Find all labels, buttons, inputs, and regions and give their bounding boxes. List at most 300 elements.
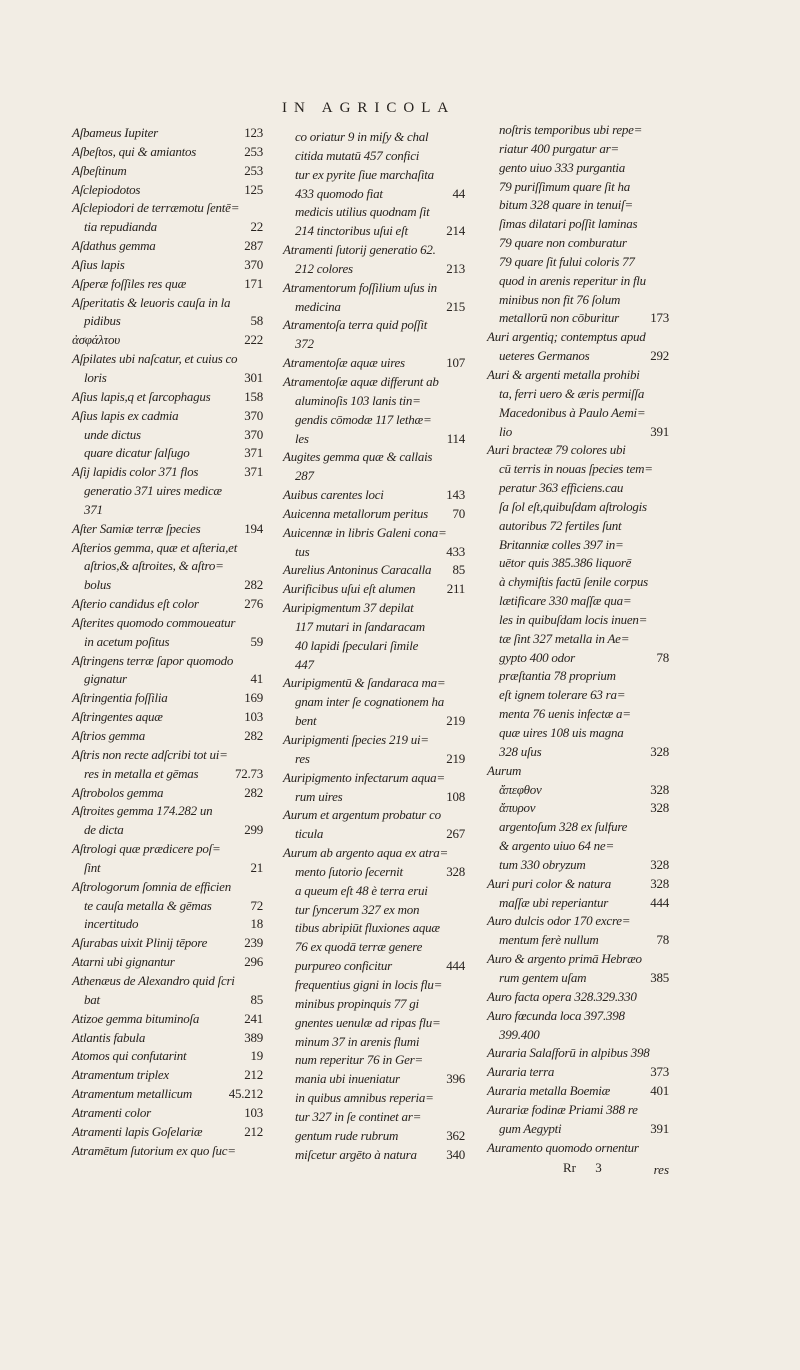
page-reference: 22 [250, 219, 263, 235]
index-continuation-line [283, 1033, 465, 1052]
index-continuation-line [283, 637, 465, 656]
index-entry-line [283, 731, 465, 750]
entry-text: 76 ex quodā terræ genere [295, 939, 423, 955]
index-continuation-line [487, 837, 669, 856]
entry-text: Auri bracteæ 79 colores ubi [487, 442, 626, 458]
entry-text: Aſdathus gemma [72, 238, 156, 254]
entry-text: & argento uiuo 64 ne= [499, 838, 614, 854]
entry-text: 212 colores [295, 260, 353, 276]
page-reference: 253 [244, 143, 263, 159]
index-entry-line [72, 708, 263, 727]
entry-text: frequentius gigni in locis flu= [295, 976, 443, 992]
entry-text: Aſtringentes aquæ [72, 709, 163, 725]
entry-text: ſint [84, 859, 101, 875]
entry-text: quæ uires 108 uis magna [499, 725, 624, 740]
index-entry-line [72, 727, 263, 746]
entry-text: Aſtroites gemma 174.282 un [72, 803, 213, 819]
index-entry-line [72, 652, 263, 671]
index-continuation-line [487, 178, 669, 197]
index-continuation-line [487, 215, 669, 234]
page-reference: 58 [250, 313, 263, 329]
index-entry-line [72, 878, 263, 897]
index-continuation-line [283, 260, 465, 279]
index-continuation-line [487, 649, 669, 668]
index-entry-line [283, 241, 465, 260]
entry-text: Atarni ubi gignantur [72, 954, 175, 970]
page-reference: 370 [244, 426, 263, 442]
index-continuation-line [72, 821, 263, 840]
entry-text: ta, ferri uero & æris permiſſa [499, 385, 645, 401]
entry-text: Athenæus de Alexandro quid ſcri [72, 972, 235, 988]
page-reference: 103 [244, 709, 263, 725]
index-entry-line [72, 802, 263, 821]
entry-text: metallorū non cōburitur [499, 310, 619, 326]
index-entry-line [487, 328, 669, 347]
index-entry-line [487, 1063, 669, 1082]
entry-text: 79 quare non comburatur [499, 235, 627, 251]
entry-text: gendis cōmodæ 117 lethæ= [295, 411, 432, 427]
entry-text: præſtantia 78 proprium [499, 668, 616, 684]
page-reference: 401 [650, 1083, 669, 1099]
index-continuation-line [283, 995, 465, 1014]
index-continuation-line [72, 218, 263, 237]
index-continuation-line [283, 298, 465, 317]
entry-text: gignatur [84, 671, 127, 687]
entry-text: 328 uſus [499, 743, 542, 759]
page-reference: 222 [244, 332, 263, 348]
index-entry-line [283, 674, 465, 693]
entry-text: in quibus amnibus reperia= [295, 1090, 434, 1106]
entry-text: Aſtrobolos gemma [72, 784, 164, 800]
index-continuation-line [487, 460, 669, 479]
entry-text: Aſpilates ubi naſcatur, et cuius co [72, 351, 238, 367]
page-reference: 296 [244, 954, 263, 970]
index-entry-line [283, 486, 465, 505]
page-reference: 171 [244, 275, 263, 291]
index-continuation-line [283, 1014, 465, 1033]
index-entry-line [72, 1085, 263, 1104]
index-continuation-line [487, 705, 669, 724]
index-continuation-line [487, 121, 669, 140]
index-entry-line [283, 599, 465, 618]
index-entry-line [283, 561, 465, 580]
entry-text: Aſterio candidus eſt color [72, 596, 199, 612]
entry-text: aluminoſis 103 lanis tin= [295, 392, 421, 408]
index-continuation-line [283, 1051, 465, 1070]
entry-text: argentoſum 328 ex ſulfure [499, 819, 628, 835]
index-continuation-line [283, 693, 465, 712]
entry-text: 117 mutari in ſandaracam [295, 618, 425, 634]
entry-text: Aſterites quomodo commoueatur [72, 614, 236, 630]
entry-text: Auramento quomodo ornentur [487, 1139, 639, 1155]
entry-text: medicis utilius quodnam ſit [295, 204, 430, 220]
index-entry-line [487, 1139, 669, 1158]
entry-text: quod in arenis reperitur in flu [499, 272, 646, 288]
index-entry-line [487, 988, 669, 1007]
page-reference: 72.73 [235, 765, 263, 781]
index-entry-line [72, 350, 263, 369]
entry-text: Auro dulcis odor 170 excre= [487, 913, 631, 929]
index-continuation-line [487, 517, 669, 536]
catchword: res [653, 1162, 669, 1177]
index-entry-line [487, 762, 669, 781]
entry-text: Aſbeſtinum [72, 162, 127, 178]
entry-text: ἄπυρον [499, 800, 536, 816]
index-entry-line [283, 844, 465, 863]
entry-text: generatio 371 uires medicæ [84, 483, 222, 499]
entry-text: pidibus [84, 313, 121, 329]
entry-text: Atramenti color [72, 1104, 151, 1120]
index-entry-line [487, 1044, 669, 1063]
page-reference: 173 [650, 310, 669, 326]
page-reference: 276 [244, 596, 263, 612]
index-continuation-line [487, 573, 669, 592]
entry-text: Aurum [487, 762, 522, 778]
entry-text: rum uires [295, 788, 343, 804]
page-reference: 444 [446, 958, 465, 974]
page-reference: 391 [650, 1120, 669, 1136]
page-reference: 370 [244, 407, 263, 423]
entry-text: tia repudianda [84, 219, 157, 235]
entry-text: 433 quomodo fiat [295, 185, 383, 201]
index-entry-line [72, 237, 263, 256]
page-reference: 41 [250, 671, 263, 687]
index-continuation-line [283, 1070, 465, 1089]
index-continuation-line [487, 309, 669, 328]
index-continuation-line [72, 859, 263, 878]
index-continuation-line [72, 897, 263, 916]
page-reference: 373 [650, 1064, 669, 1080]
entry-text: Atlantis fabula [72, 1029, 146, 1045]
page-reference: 299 [244, 822, 263, 838]
entry-text: Auraria Salaſforū in alpibus 398 [487, 1045, 650, 1061]
page-reference: 282 [244, 577, 263, 593]
entry-text: menta 76 uenis infectæ a= [499, 706, 631, 722]
index-continuation-line [487, 611, 669, 630]
entry-text: res [295, 750, 310, 766]
page-reference: 371 [244, 445, 263, 461]
entry-text: mania ubi inueniatur [295, 1071, 400, 1087]
index-entry-line [72, 199, 263, 218]
entry-text: ἄπεφθον [499, 781, 542, 797]
page-reference: 143 [446, 487, 465, 503]
index-entry-line [72, 294, 263, 313]
index-entry-line [283, 373, 465, 392]
entry-text: tur ſyncerum 327 ex mon [295, 901, 420, 917]
index-entry-line [72, 1104, 263, 1123]
index-continuation-line [72, 633, 263, 652]
index-entry-line [72, 275, 263, 294]
entry-text: tur ex pyrite ſiue marchaſita [295, 166, 434, 182]
page-reference: 59 [250, 633, 263, 649]
index-continuation-line [283, 863, 465, 882]
entry-text: ſa ſol eſt,quibuſdam aſtrologis [499, 498, 647, 514]
index-continuation-line [487, 743, 669, 762]
entry-text: noſtris temporibus ubi repe= [499, 122, 643, 137]
entry-text: Aſius lapis ex cadmia [72, 407, 179, 423]
page-reference: 78 [656, 649, 669, 665]
index-continuation-line [487, 385, 669, 404]
index-continuation-line [283, 712, 465, 731]
index-entry-line [72, 463, 263, 482]
index-continuation-line [487, 969, 669, 988]
page-reference: 444 [650, 894, 669, 910]
index-continuation-line [283, 825, 465, 844]
index-continuation-line [283, 882, 465, 901]
entry-text: Atizoe gemma bituminoſa [72, 1010, 200, 1026]
index-entry-line [72, 143, 263, 162]
entry-text: a queum eſt 48 è terra erui [295, 882, 428, 898]
entry-text: aſtrios,& aſtroites, & aſtro= [84, 558, 224, 574]
index-continuation-line [283, 938, 465, 957]
entry-text: Auraria metalla Boemiæ [487, 1083, 611, 1099]
entry-text: Atramētum ſutorium ex quo ſuc= [72, 1142, 236, 1158]
page-reference: 241 [244, 1010, 263, 1026]
page-reference: 18 [250, 916, 263, 932]
index-continuation-line [72, 369, 263, 388]
entry-text: tæ ſint 327 metalla in Ae= [499, 630, 630, 646]
entry-text: Aurum et argentum probatur co [283, 807, 441, 823]
index-entry-line [283, 354, 465, 373]
index-continuation-line [487, 1026, 669, 1045]
index-entry-line [487, 366, 669, 385]
index-entry-line [72, 953, 263, 972]
entry-text: res in metalla et gēmas [84, 765, 199, 781]
index-continuation-line [283, 750, 465, 769]
page-reference: 44 [452, 185, 465, 201]
entry-text: peratur 363 efficiens.cau [499, 480, 624, 496]
entry-text: gentum rude rubrum [295, 1127, 399, 1143]
index-entry-line [72, 784, 263, 803]
page-reference: 214 [446, 223, 465, 239]
index-continuation-line [283, 656, 465, 675]
entry-text: 287 [295, 468, 314, 484]
index-entry-line [283, 505, 465, 524]
page-reference: 123 [244, 125, 263, 140]
page-reference: 328 [650, 743, 669, 759]
entry-text: Aſius lapis [72, 256, 125, 272]
index-continuation-line [487, 536, 669, 555]
entry-text: Aſij lapidis color 371 flos [72, 464, 199, 480]
page-reference: 362 [446, 1127, 465, 1143]
index-entry-line [72, 539, 263, 558]
signature-mark: Rr 3 [563, 1160, 602, 1175]
entry-text: Atramentoſa terra quid poſſit [283, 317, 428, 333]
index-continuation-line [487, 234, 669, 253]
entry-text: Auibus carentes loci [283, 487, 384, 503]
entry-text: ἀσφάλτου [72, 332, 121, 348]
entry-text: unde dictus [84, 426, 141, 442]
entry-text: Atramentum triplex [72, 1067, 169, 1083]
entry-text: Aſius lapis,q et ſarcophagus [72, 388, 211, 404]
entry-text: te cauſa metalla & gēmas [84, 897, 212, 913]
page-reference: 340 [446, 1146, 465, 1162]
index-continuation-line [72, 991, 263, 1010]
page-reference: 213 [446, 260, 465, 276]
page-reference: 371 [244, 464, 263, 480]
page-reference: 328 [650, 856, 669, 872]
entry-text: minum 37 in arenis flumi [295, 1033, 420, 1049]
index-continuation-line [487, 253, 669, 272]
entry-text: gnam inter ſe cognationem ha [295, 694, 444, 710]
entry-text: Aſurabas uixit Plinij tēpore [72, 935, 208, 951]
index-continuation-line [487, 799, 669, 818]
page-reference: 282 [244, 728, 263, 743]
index-entry-line [72, 689, 263, 708]
index-continuation-line [283, 1108, 465, 1127]
index-entry-line [487, 1082, 669, 1101]
index-continuation-line [72, 915, 263, 934]
entry-text: purpureo conficitur [295, 958, 392, 974]
page-reference: 211 [446, 581, 465, 597]
entry-text: Atramenti ſutorij generatio 62. [283, 242, 436, 258]
index-entry-line [72, 1066, 263, 1085]
index-entry-line [283, 279, 465, 298]
entry-text: Auripigmentum 37 depilat [283, 600, 414, 616]
page-reference: 253 [244, 162, 263, 178]
index-continuation-line [283, 467, 465, 486]
index-entry-line [487, 1007, 669, 1026]
entry-text: rum gentem uſam [499, 969, 587, 985]
index-continuation-line [487, 894, 669, 913]
entry-text: incertitudo [84, 916, 139, 932]
page-reference: 158 [244, 388, 263, 404]
index-entry-line [487, 950, 669, 969]
index-entry-line [283, 316, 465, 335]
entry-text: Aſclepiodori de terræmotu ſentē= [72, 200, 240, 216]
page-reference: 328 [650, 781, 669, 797]
entry-text: lætificare 330 maſſæ qua= [499, 593, 632, 609]
entry-text: ſimas dilatari poſſit laminas [499, 216, 638, 232]
index-entry-line [72, 1047, 263, 1066]
index-entry-line [487, 912, 669, 931]
entry-text: cū terris in nouas ſpecies tem= [499, 461, 653, 477]
index-continuation-line [283, 976, 465, 995]
entry-text: bat [84, 991, 100, 1007]
entry-text: co oriatur 9 in miſy & chal [295, 129, 429, 144]
index-continuation-line [283, 1146, 465, 1165]
running-title: IN AGRICOLA [282, 100, 456, 116]
entry-text: maſſæ ubi reperiantur [499, 894, 609, 910]
entry-text: Atramentorum foſſilium uſus in [283, 279, 437, 295]
index-continuation-line [283, 430, 465, 449]
page-reference: 212 [244, 1123, 263, 1139]
entry-text: Aſtringens terræ ſapor quomodo [72, 652, 234, 668]
entry-text: tus [295, 543, 310, 559]
entry-text: Aſtrios gemma [72, 728, 145, 743]
index-entry-line [72, 124, 263, 143]
index-continuation-line [487, 931, 669, 950]
entry-text: 372 [295, 336, 314, 352]
entry-text: gnentes uenulæ ad ripas flu= [295, 1014, 441, 1030]
page-reference: 114 [446, 430, 465, 446]
index-continuation-line [487, 423, 669, 442]
index-entry-line [487, 441, 669, 460]
page-reference: 125 [244, 181, 263, 197]
page-reference: 194 [244, 520, 263, 536]
entry-text: Atramentum metallicum [72, 1086, 193, 1102]
index-continuation-line [283, 957, 465, 976]
entry-text: bolus [84, 577, 111, 593]
index-continuation-line [72, 501, 263, 520]
index-continuation-line [487, 196, 669, 215]
page-reference: 396 [446, 1071, 465, 1087]
entry-text: Aſter Samiæ terræ ſpecies [72, 520, 201, 536]
index-entry-line [72, 181, 263, 200]
entry-text: Aurum ab argento aqua ex atra= [283, 845, 449, 861]
index-continuation-line [283, 335, 465, 354]
index-column-2 [283, 128, 465, 1164]
page-reference: 219 [446, 713, 465, 729]
entry-text: ticula [295, 826, 324, 842]
page-reference: 267 [446, 826, 465, 842]
index-entry-line [487, 875, 669, 894]
entry-text: miſcetur argēto à natura [295, 1146, 417, 1162]
entry-text: Atramentoſæ aquæ differunt ab [283, 373, 439, 389]
page-reference: 215 [446, 298, 465, 314]
page-reference: 385 [650, 969, 669, 985]
page-reference: 212 [244, 1067, 263, 1083]
entry-text: Aſperitatis & leuoris cauſa in la [72, 294, 231, 310]
index-continuation-line [487, 630, 669, 649]
index-continuation-line [487, 856, 669, 875]
index-continuation-line [283, 392, 465, 411]
entry-text: citida mutatū 457 confici [295, 147, 420, 163]
index-continuation-line [487, 1120, 669, 1139]
entry-text: tibus abripiūt fluxiones aquæ [295, 920, 440, 936]
entry-text: 79 quare ſit fului coloris 77 [499, 253, 635, 269]
page-reference: 85 [452, 562, 465, 578]
entry-text: gum Aegypti [499, 1120, 562, 1136]
page-reference: 169 [244, 690, 263, 706]
index-continuation-line [487, 818, 669, 837]
page-footer [563, 1158, 669, 1177]
entry-text: riatur 400 purgatur ar= [499, 140, 619, 156]
entry-text: minibus propinquis 77 gi [295, 995, 419, 1011]
entry-text: uētor quis 385.386 liquorē [499, 555, 632, 571]
index-continuation-line [283, 147, 465, 166]
index-continuation-line [72, 670, 263, 689]
entry-text: loris [84, 369, 107, 385]
entry-text: Aſbameus Iupiter [72, 125, 158, 140]
page-reference: 370 [244, 256, 263, 272]
index-entry-line [72, 1010, 263, 1029]
index-continuation-line [487, 724, 669, 743]
entry-text: Atramentoſæ aquæ uires [283, 355, 405, 371]
index-entry-line [72, 520, 263, 539]
entry-text: Aurelius Antoninus Caracalla [283, 562, 432, 578]
index-continuation-line [283, 618, 465, 637]
entry-text: Atramenti lapis Goſelariæ [72, 1123, 203, 1139]
entry-text: 447 [295, 656, 314, 672]
entry-text: les [295, 430, 309, 446]
entry-text: Aſtrologorum ſomnia de efficien [72, 878, 231, 894]
page-reference: 45.212 [228, 1086, 263, 1102]
index-continuation-line [283, 543, 465, 562]
entry-text: tum 330 obryzum [499, 856, 586, 872]
entry-text: Aſclepiodotos [72, 181, 141, 197]
index-continuation-line [487, 667, 669, 686]
index-entry-line [72, 1029, 263, 1048]
entry-text: Aurariæ fodinæ Priami 388 re [487, 1101, 638, 1117]
page-reference: 219 [446, 750, 465, 766]
entry-text: autoribus 72 fertiles ſunt [499, 517, 622, 533]
entry-text: les in quibuſdam locis inuen= [499, 611, 648, 627]
index-entry-line [72, 595, 263, 614]
index-column-3 [487, 121, 669, 1157]
entry-text: Atomos qui confutarint [72, 1048, 187, 1064]
entry-text: 40 lapidi ſpeculari ſimile [295, 637, 419, 653]
